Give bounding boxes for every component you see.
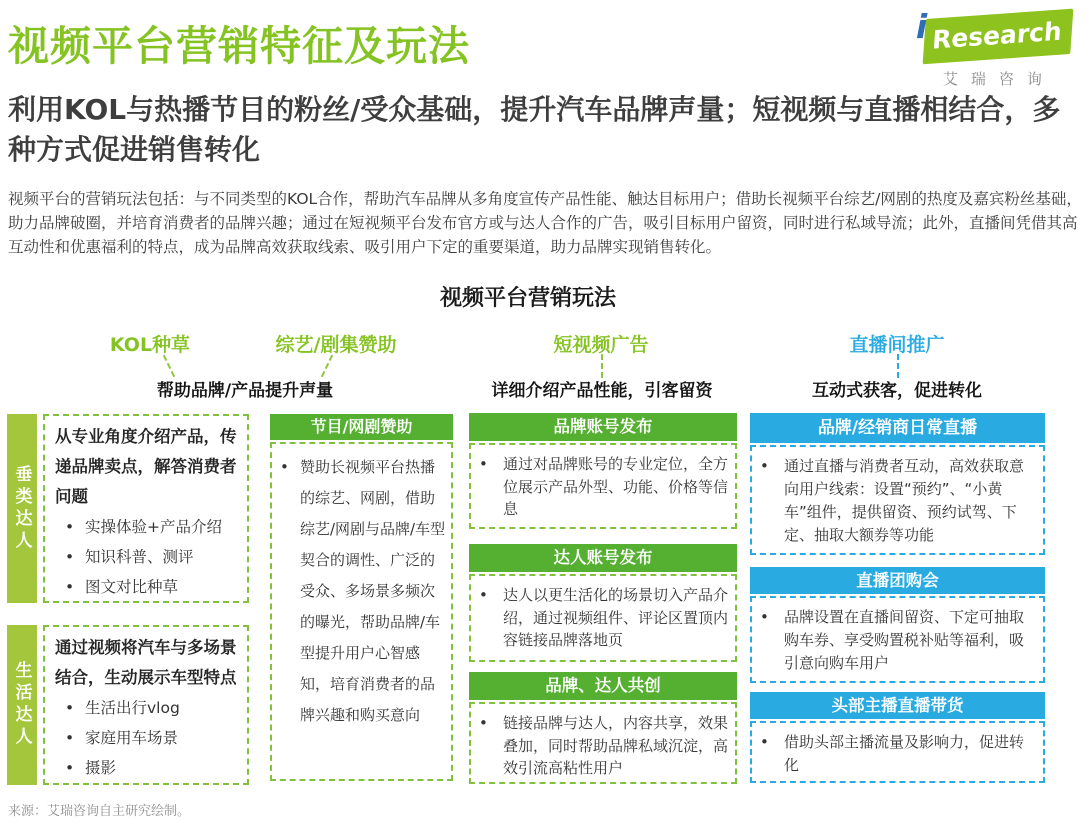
- box-header: 头部主播直播带货: [750, 692, 1045, 719]
- column-label-kol: KOL种草: [109, 334, 191, 356]
- livestream-column: [750, 413, 1045, 783]
- box-body: [750, 445, 1045, 555]
- sub-label-leads: 详细介绍产品性能，引客留资: [491, 381, 713, 401]
- group-buy-livestream-box: [750, 567, 1045, 683]
- box-body: [469, 574, 737, 662]
- bullet-item: • 链接品牌与达人，内容共享，效果叠加，同时帮助品牌私域沉淀，高效引流高粘性用户: [473, 712, 731, 780]
- bullet-item: • 借助头部主播流量及影响力，促进转化: [754, 731, 1037, 777]
- box-header: 直播团购会: [750, 567, 1045, 594]
- brand-account-box: [469, 413, 737, 529]
- vertical-kol-body: [43, 414, 249, 603]
- column-label-livestream: 直播间推广: [849, 334, 945, 356]
- vertical-kol-tab: 垂类达人: [7, 414, 37, 603]
- bullet-item: • 生活出行vlog: [55, 693, 245, 723]
- bullet-item: • 家庭用车场景: [55, 723, 245, 753]
- lifestyle-kol-card: [7, 625, 249, 785]
- box-header: 节目/网剧赞助: [270, 414, 453, 440]
- box-header: 品牌、达人共创: [469, 672, 737, 700]
- connector-line-variety: [321, 355, 333, 377]
- shortvideo-column: [469, 413, 737, 784]
- iresearch-logo-mark: [915, 7, 1072, 59]
- box-header: 品牌账号发布: [469, 413, 737, 441]
- box-body: [469, 443, 737, 529]
- bullet-item: • 实操体验+产品介绍: [55, 512, 245, 542]
- box-body: [750, 721, 1045, 783]
- bullet-item: • 摄影: [55, 753, 245, 783]
- card-lead-text: 从专业角度介绍产品，传递品牌卖点，解答消费者问题: [55, 427, 237, 506]
- page-subtitle: 利用KOL与热播节目的粉丝/受众基础，提升汽车品牌声量；短视频与直播相结合，多种方式促进销售转化: [8, 93, 1061, 166]
- logo-i-glyph: i: [915, 7, 928, 46]
- diagram-title: 视频平台营销玩法: [439, 286, 616, 311]
- connector-line-kol: [163, 355, 175, 377]
- iresearch-logo: [915, 7, 1072, 89]
- page-title: 视频平台营销特征及玩法: [8, 22, 470, 70]
- box-body: [469, 702, 737, 784]
- connector-line-livestream: [897, 354, 899, 378]
- connector-line-shortvideo: [601, 354, 603, 378]
- box-header: 达人账号发布: [469, 544, 737, 572]
- logo-wordmark: Research: [923, 9, 1074, 65]
- sub-label-conversion: 互动式获客，促进转化: [812, 381, 982, 401]
- co-creation-box: [469, 672, 737, 784]
- bullet-item: • 通过对品牌账号的专业定位，全方位展示产品外型、功能、价格等信息: [473, 453, 731, 521]
- variety-column: [270, 414, 453, 781]
- bullet-item: • 品牌设置在直播间留资、下定可抽取购车券、享受购置税补贴等福利，吸引意向购车用户: [754, 606, 1037, 675]
- column-label-shortvideo: 短视频广告: [553, 334, 649, 356]
- logo-chinese-name: 艾瑞咨询: [942, 70, 1055, 88]
- bullet-item: • 通过直播与消费者互动，高效获取意向用户线索：设置“预约”、“小黄车”组件，提供留资、预约试驾、下定、抽取大额券等功能: [754, 455, 1037, 547]
- program-sponsorship-box: [270, 414, 453, 781]
- bullet-item: • 图文对比种草: [55, 572, 245, 602]
- intro-paragraph: 视频平台的营销玩法包括：与不同类型的KOL合作，帮助汽车品牌从多角度宣传产品性能、触达目标用户；借助长视频平台综艺/网剧的热度及嘉宾粉丝基础，助力品牌破圈，并培育消费者的品牌兴趣；通过在短视频平台发布官方或与达人合作的广告，吸引目标用户留资，同时进行私域导流；此外，直播间凭借其高互动性和优惠福利的特点，成为品牌高效获取线索、吸引用户下定的重要渠道，助力品牌实现销售转化。: [8, 190, 1082, 256]
- bullet-item: • 达人以更生活化的场景切入产品介绍，通过视频组件、评论区置顶内容链接品牌落地页: [473, 584, 731, 652]
- top-host-livestream-box: [750, 692, 1045, 783]
- card-lead-text: 通过视频将汽车与多场景结合，生动展示车型特点: [55, 638, 237, 687]
- box-body: [750, 596, 1045, 683]
- sub-label-voice: 帮助品牌/产品提升声量: [156, 381, 334, 401]
- source-note: 来源：艾瑞咨询自主研究绘制。: [8, 804, 191, 819]
- box-body: [270, 442, 453, 781]
- bullet-item: • 赞助长视频平台热播的综艺、网剧，借助综艺/网剧与品牌/车型契合的调性、广泛的受众、多场景多频次的曝光，帮助品牌/车型提升用户心智感知，培育消费者的品牌兴趣和购买意向: [274, 452, 449, 731]
- lifestyle-kol-tab: 生活达人: [7, 625, 37, 785]
- bullet-item: • 知识科普、测评: [55, 542, 245, 572]
- kol-account-box: [469, 544, 737, 662]
- vertical-kol-card: [7, 414, 249, 603]
- column-label-variety: 综艺/剧集赞助: [275, 334, 397, 356]
- lifestyle-kol-body: [43, 625, 249, 785]
- box-header: 品牌/经销商日常直播: [750, 413, 1045, 443]
- dealer-livestream-box: [750, 413, 1045, 555]
- kol-column: [7, 414, 249, 785]
